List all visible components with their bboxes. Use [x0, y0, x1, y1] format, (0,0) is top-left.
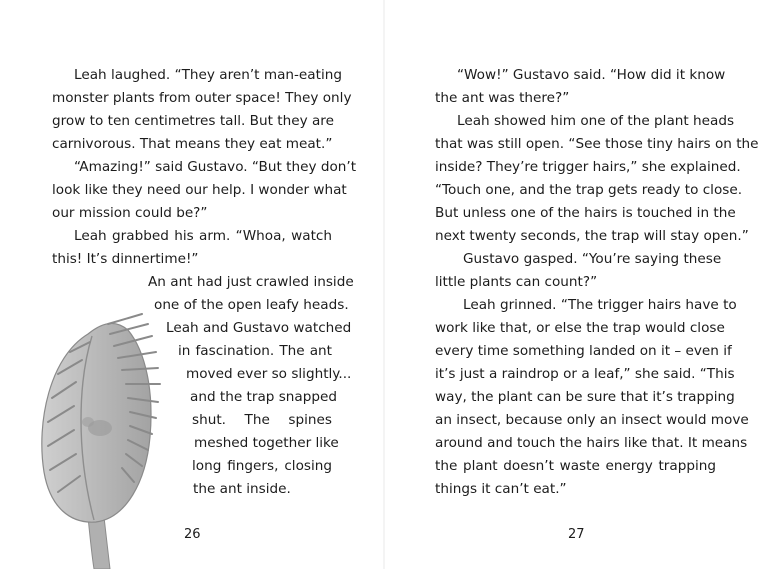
- right-line-19: things it can’t eat.”: [435, 481, 567, 497]
- left-line-8: Leah grabbed his arm. “Whoa, watch: [74, 228, 332, 244]
- right-line-10: little plants can count?”: [435, 274, 598, 290]
- page-gutter: [383, 0, 385, 569]
- right-line-14: it’s just a raindrop or a leaf,” she said. “This: [435, 366, 735, 382]
- left-line-19: the ant inside.: [193, 481, 291, 497]
- left-page-number: 26: [184, 527, 201, 542]
- right-line-7: But unless one of the hairs is touched in the: [435, 205, 736, 221]
- left-line-4: carnivorous. That means they eat meat.”: [52, 136, 333, 152]
- right-line-15: way, the plant can be sure that it’s trapping: [435, 389, 735, 405]
- left-line-15: and the trap snapped: [190, 389, 338, 405]
- right-line-5: inside? They’re trigger hairs,” she explained.: [435, 159, 741, 175]
- right-line-13: every time something landed on it – even if: [435, 343, 732, 359]
- left-line-5: “Amazing!” said Gustavo. “But they don’t: [74, 159, 357, 175]
- right-line-4: that was still open. “See those tiny hairs on the: [435, 136, 759, 152]
- left-line-9: this! It’s dinnertime!”: [52, 251, 199, 267]
- left-line-16: shut. The spines: [192, 412, 332, 428]
- right-line-12: work like that, or else the trap would close: [435, 320, 725, 336]
- right-line-11: Leah grinned. “The trigger hairs have to: [463, 297, 737, 313]
- right-line-18: the plant doesn’t waste energy trapping: [435, 458, 716, 474]
- left-line-18: long fingers, closing: [192, 458, 332, 474]
- left-line-11: one of the open leafy heads.: [154, 297, 349, 313]
- right-line-6: “Touch one, and the trap gets ready to close.: [435, 182, 743, 198]
- left-line-10: An ant had just crawled inside: [148, 274, 354, 290]
- right-line-9: Gustavo gasped. “You’re saying these: [463, 251, 722, 267]
- left-line-6: look like they need our help. I wonder what: [52, 182, 347, 198]
- left-line-7: our mission could be?”: [52, 205, 208, 221]
- right-line-2: the ant was there?”: [435, 90, 570, 106]
- left-line-14: moved ever so slightly...: [186, 366, 352, 382]
- right-line-3: Leah showed him one of the plant heads: [457, 113, 735, 129]
- right-page-number: 27: [568, 527, 585, 542]
- right-line-8: next twenty seconds, the trap will stay open.”: [435, 228, 749, 244]
- right-line-1: “Wow!” Gustavo said. “How did it know: [457, 67, 726, 83]
- right-line-16: an insect, because only an insect would move: [435, 412, 749, 428]
- left-line-17: meshed together like: [194, 435, 339, 451]
- left-line-1: Leah laughed. “They aren’t man-eating: [74, 67, 342, 83]
- left-line-3: grow to ten centimetres tall. But they are: [52, 113, 334, 129]
- venus-flytrap-illustration: [30, 312, 175, 569]
- right-line-17: around and touch the hairs like that. It means: [435, 435, 748, 451]
- left-line-13: in fascination. The ant: [178, 343, 332, 359]
- left-line-2: monster plants from outer space! They only: [52, 90, 352, 106]
- left-line-12: Leah and Gustavo watched: [166, 320, 352, 336]
